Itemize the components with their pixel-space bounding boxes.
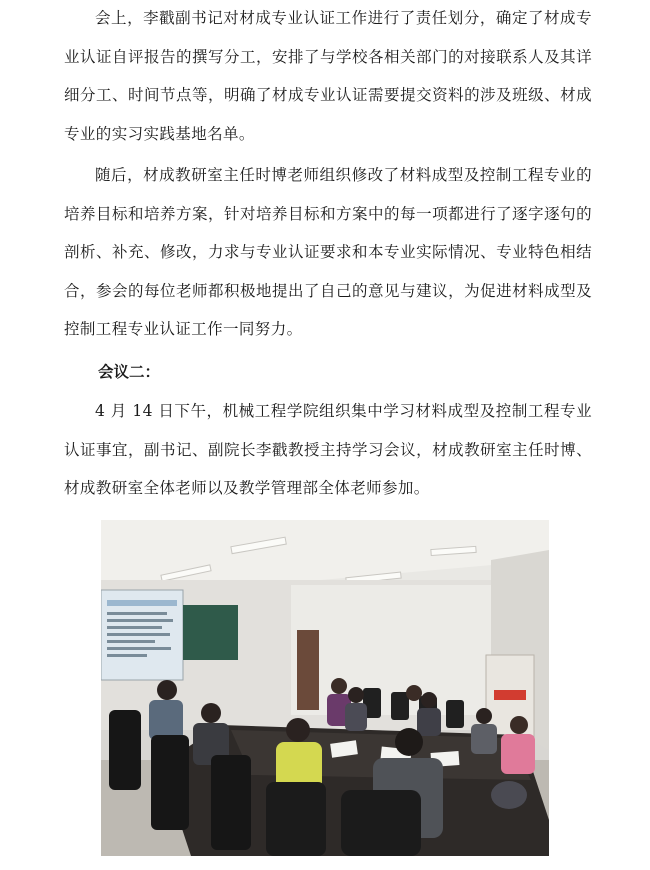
meeting-photo-illustration (101, 520, 549, 856)
section-heading-meeting-two: 会议二： (98, 362, 161, 381)
paragraph-training-plan-revision: 随后，材成教研室主任时博老师组织修改了材料成型及控制工程专业的培养目标和培养方案，针对培养目标和方案中的每一项都进行了逐字逐句的剖析、补充、修改，力求与专业认证要求和本专业实际情况、专业特色相结合，参会的每位老师都积极地提出了自己的意见与建议，为促进材料成型及控制工程专业认证工作一同努力。 (64, 166, 592, 338)
meeting-room-photo (101, 520, 549, 856)
paragraph-meeting-assignments: 会上，李戳副书记对材成专业认证工作进行了责任划分，确定了材成专业认证自评报告的撰写分工，安排了与学校各相关部门的对接联系人及其详细分工、时间节点等，明确了材成专业认证需要提交资料的涉及班级、材成专业的实习实践基地名单。 (64, 9, 592, 143)
paragraph-meeting-two-details: 4 月 14 日下午，机械工程学院组织集中学习材料成型及控制工程专业认证事宜，副书记、副院长李戳教授主持学习会议，材成教研室主任时博、材成教研室全体老师以及教学管理部全体老师参加。 (64, 402, 592, 497)
